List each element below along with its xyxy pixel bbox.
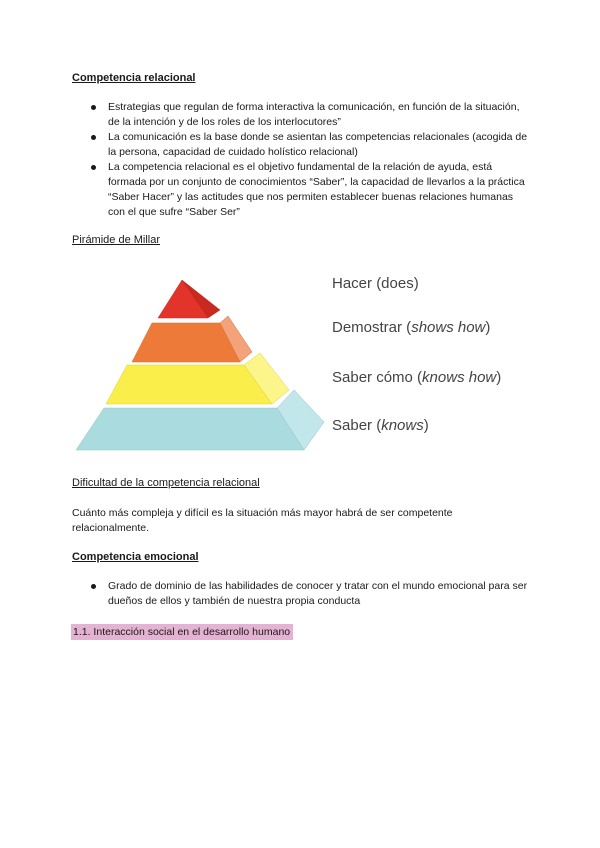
bullet-list-competencia-relacional <box>72 100 532 220</box>
dificultad-heading: Dificultad de la competencia relacional <box>72 477 260 489</box>
miller-pyramid-diagram <box>72 270 332 455</box>
list-item: Grado de dominio de las habilidades de conocer y tratar con el mundo emocional para ser dueños de ellos y también de nuestra propia conducta <box>72 579 532 609</box>
dificultad-paragraph: Cuánto más compleja y difícil es la situación más mayor habrá de ser competente relacionalmente. <box>72 507 453 534</box>
pyramid-level-demostrar <box>132 316 252 362</box>
list-item: Estrategias que regulan de forma interactiva la comunicación, en función de la situación, de la intención y de los roles de los interlocutores” <box>72 100 532 130</box>
section-title-competencia-relacional: Competencia relacional <box>72 72 196 84</box>
pyramid-level-hacer <box>158 280 220 318</box>
highlighted-heading-interaccion-social: 1.1. Interacción social en el desarrollo humano <box>71 624 293 640</box>
section-title-competencia-emocional: Competencia emocional <box>72 551 199 563</box>
list-item: La comunicación es la base donde se asientan las competencias relacionales (acogida de la persona, capacidad de cuidado holístico relacional) <box>72 130 532 160</box>
list-item: La competencia relacional es el objetivo fundamental de la relación de ayuda, está formada por un conjunto de conocimientos “Saber”, la capacidad de llevarlos a la práctica “Saber Hacer” y las actitudes que nos permiten establecer buenas relaciones humanas con el que sufre “Saber Ser” <box>72 160 532 220</box>
pyramid-heading: Pirámide de Millar <box>72 234 161 246</box>
pyramid-label-saber-como: Saber cómo (knows how) <box>332 369 502 386</box>
pyramid-label-demostrar: Demostrar (shows how) <box>332 319 491 336</box>
bullet-list-competencia-emocional <box>72 579 532 609</box>
pyramid-label-saber: Saber (knows) <box>332 417 429 434</box>
pyramid-label-hacer: Hacer (does) <box>332 275 419 292</box>
